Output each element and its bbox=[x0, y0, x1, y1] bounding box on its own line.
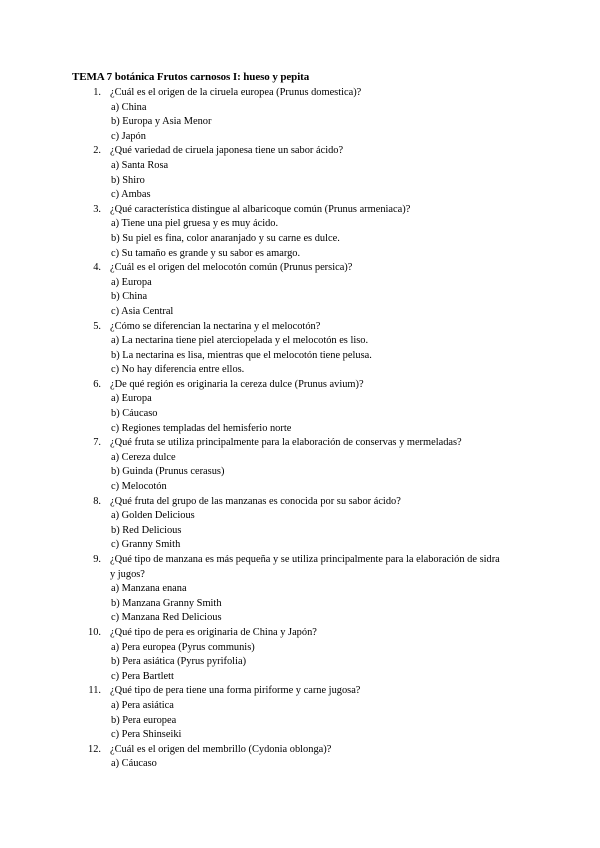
question-line bbox=[0, 320, 600, 335]
question-text: ¿Qué tipo de pera tiene una forma piriforme y carne jugosa? bbox=[110, 685, 361, 697]
question-number: 3. bbox=[93, 203, 101, 215]
question-number: 1. bbox=[93, 87, 101, 98]
question-item bbox=[0, 144, 600, 202]
answer-option: c) Pera Shinseiki bbox=[111, 729, 182, 741]
question-text: ¿Cuál es el origen de la ciruela europea (Prunus domestica)? bbox=[110, 87, 362, 98]
answer-option: b) Pera asiática (Pyrus pyrifolia) bbox=[111, 656, 247, 668]
answer-option: c) No hay diferencia entre ellos. bbox=[111, 364, 245, 376]
answer-option: a) Pera asiática bbox=[111, 699, 174, 711]
question-item bbox=[0, 320, 600, 378]
answer-option: b) Europa y Asia Menor bbox=[111, 116, 212, 128]
answer-option: b) Shiro bbox=[111, 174, 145, 186]
question-line bbox=[0, 553, 600, 568]
question-line bbox=[0, 144, 600, 159]
answer-option: b) Pera europea bbox=[111, 714, 177, 726]
question-line bbox=[0, 684, 600, 699]
question-text: ¿Qué tipo de manzana es más pequeña y se utiliza principalmente para la elaboración de sidra bbox=[110, 554, 500, 565]
question-text: ¿Cuál es el origen del membrillo (Cydonia oblonga)? bbox=[110, 743, 332, 755]
question-number: 8. bbox=[93, 495, 101, 507]
question-number: 11. bbox=[88, 685, 101, 697]
answer-option: c) Asia Central bbox=[111, 305, 174, 317]
question-item bbox=[0, 495, 600, 553]
question-line bbox=[0, 261, 600, 276]
question-number: 2. bbox=[93, 145, 101, 157]
question-text: ¿Cuál es el origen del melocotón común (Prunus persica)? bbox=[110, 262, 353, 274]
answer-option: a) Golden Delicious bbox=[111, 510, 195, 522]
answer-option: b) China bbox=[111, 291, 148, 303]
answer-option: b) La nectarina es lisa, mientras que el melocotón tiene pelusa. bbox=[111, 349, 372, 361]
question-item bbox=[0, 626, 600, 684]
question-item bbox=[0, 553, 600, 626]
answer-option: c) Melocotón bbox=[111, 481, 167, 493]
question-number: 10. bbox=[88, 626, 101, 638]
question-text: y jugos? bbox=[110, 568, 145, 580]
question-item bbox=[0, 261, 600, 319]
answer-option: c) Pera Bartlett bbox=[111, 670, 174, 682]
question-text: ¿De qué región es originaria la cereza dulce (Prunus avium)? bbox=[110, 378, 364, 390]
answer-option: c) Japón bbox=[111, 130, 146, 142]
question-text: ¿Qué característica distingue al albaricoque común (Prunus armeniaca)? bbox=[110, 203, 411, 215]
question-item bbox=[0, 203, 600, 261]
page-title: TEMA 7 botánica Frutos carnosos I: hueso y pepita bbox=[72, 71, 310, 83]
question-number: 6. bbox=[93, 378, 101, 390]
question-number: 4. bbox=[93, 262, 101, 274]
answer-option: c) Granny Smith bbox=[111, 539, 181, 551]
question-line bbox=[0, 378, 600, 393]
question-line bbox=[0, 495, 600, 510]
answer-option: c) Manzana Red Delicious bbox=[111, 612, 222, 624]
answer-option: a) Pera europea (Pyrus communis) bbox=[111, 641, 255, 653]
question-line bbox=[0, 203, 600, 218]
question-text: ¿Cómo se diferencian la nectarina y el melocotón? bbox=[110, 320, 321, 332]
question-item bbox=[0, 436, 600, 494]
question-number: 5. bbox=[93, 320, 101, 332]
answer-option: a) China bbox=[111, 101, 147, 113]
question-text: ¿Qué variedad de ciruela japonesa tiene un sabor ácido? bbox=[110, 145, 344, 157]
answer-option: a) Cáucaso bbox=[111, 758, 157, 770]
answer-option: a) Manzana enana bbox=[111, 583, 187, 595]
question-item bbox=[0, 86, 600, 144]
answer-option: b) Red Delicious bbox=[111, 524, 182, 536]
question-text: ¿Qué fruta se utiliza principalmente para la elaboración de conservas y mermeladas? bbox=[110, 437, 462, 449]
question-list bbox=[0, 86, 600, 772]
question-number: 7. bbox=[93, 437, 101, 449]
answer-option: b) Guinda (Prunus cerasus) bbox=[111, 466, 225, 478]
question-line bbox=[0, 743, 600, 758]
answer-option: a) Europa bbox=[111, 276, 152, 288]
question-text: ¿Qué fruta del grupo de las manzanas es conocida por su sabor ácido? bbox=[110, 495, 401, 507]
question-text: ¿Qué tipo de pera es originaria de China y Japón? bbox=[110, 626, 317, 638]
question-line bbox=[0, 626, 600, 641]
answer-option: a) Tiene una piel gruesa y es muy ácido. bbox=[111, 218, 279, 230]
question-number: 12. bbox=[88, 743, 101, 755]
answer-option: a) Europa bbox=[111, 393, 152, 405]
question-line bbox=[0, 436, 600, 451]
question-item bbox=[0, 684, 600, 742]
answer-option: c) Su tamaño es grande y su sabor es amargo. bbox=[111, 247, 301, 259]
question-line bbox=[0, 86, 600, 101]
answer-option: b) Cáucaso bbox=[111, 408, 158, 420]
answer-option: b) Su piel es fina, color anaranjado y su carne es dulce. bbox=[111, 232, 340, 244]
answer-option: a) Santa Rosa bbox=[111, 159, 169, 171]
answer-option: b) Manzana Granny Smith bbox=[111, 597, 222, 609]
answer-option: c) Regiones templadas del hemisferio norte bbox=[111, 422, 292, 434]
question-continuation bbox=[0, 568, 600, 583]
answer-option: a) Cereza dulce bbox=[111, 451, 176, 463]
question-item bbox=[0, 378, 600, 436]
answer-option: a) La nectarina tiene piel aterciopelada y el melocotón es liso. bbox=[111, 335, 369, 347]
answer-option: c) Ambas bbox=[111, 189, 151, 201]
question-item bbox=[0, 743, 600, 772]
question-number: 9. bbox=[93, 554, 101, 565]
